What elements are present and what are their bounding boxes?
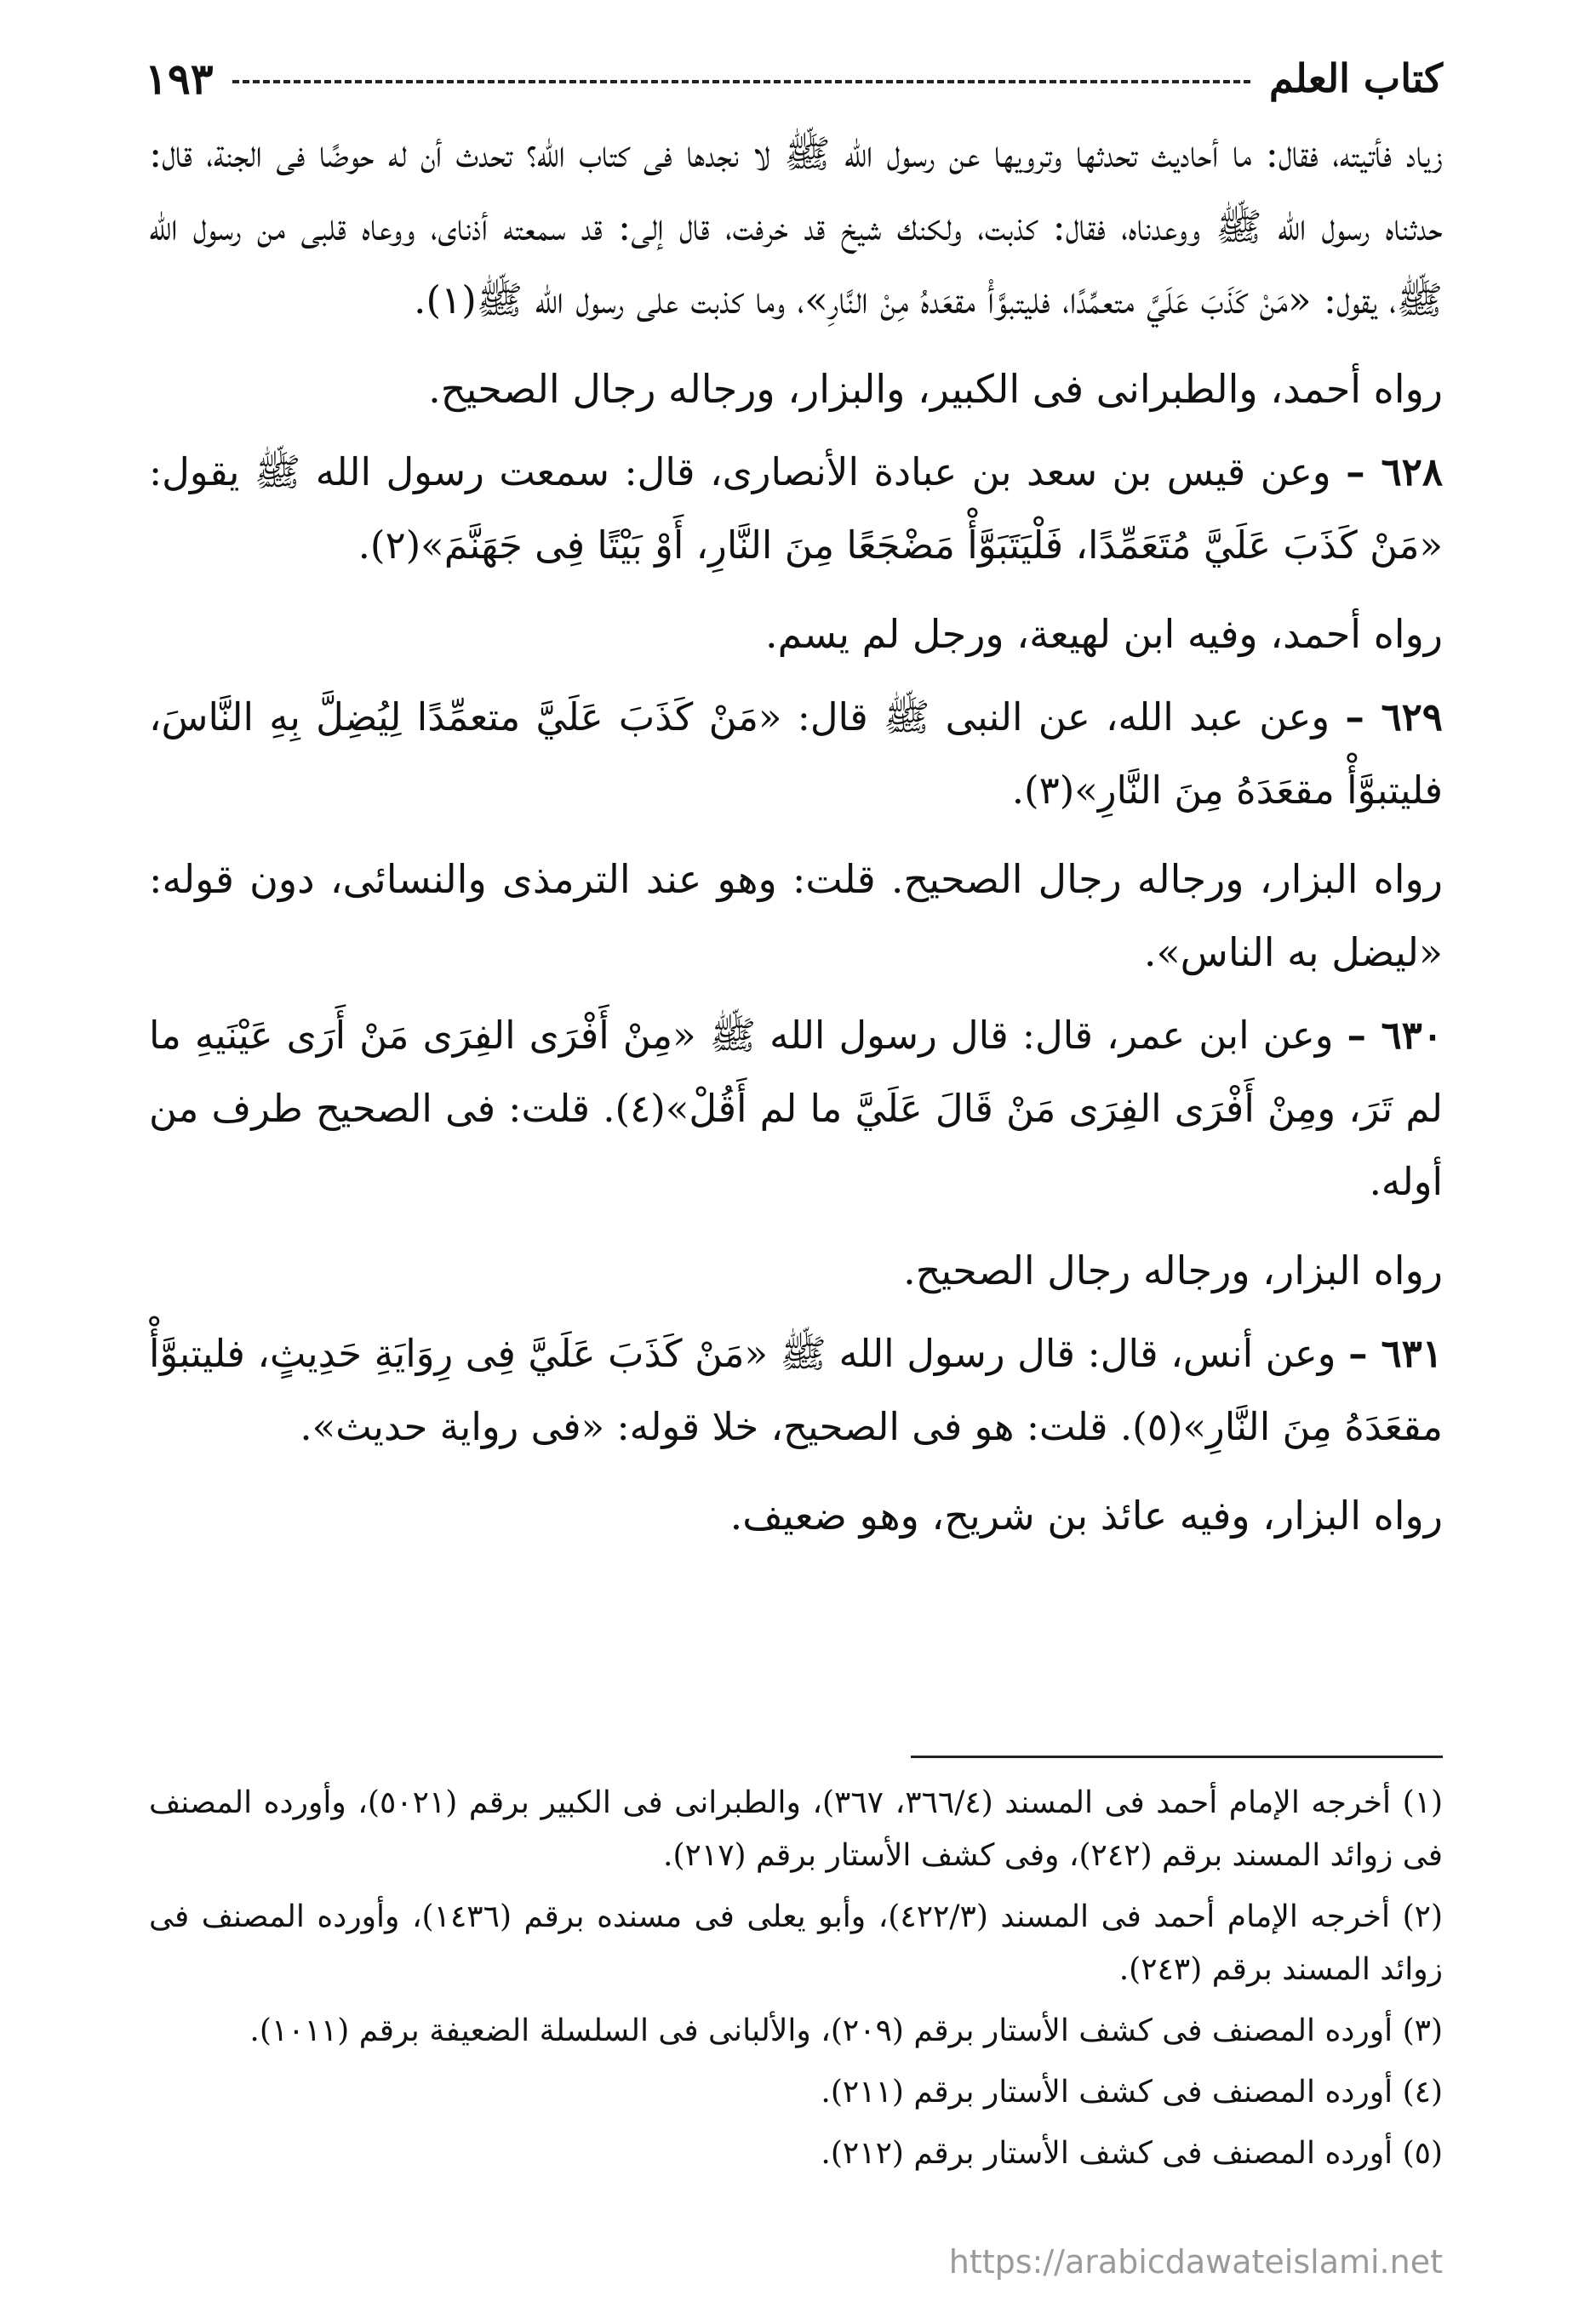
hadith-629 <box>149 681 1443 827</box>
footnote-3: (٣) أورده المصنف فى كشف الأستار برقم (٢٠٩)، والألبانى فى السلسلة الضعيفة برقم (١٠١١). <box>249 2013 1443 2048</box>
source-note-1: رواه أحمد، والطبرانى فى الكبير، والبزار، ورجاله رجال الصحيح. <box>428 366 1443 412</box>
chapter-title: كتاب العلم <box>1269 55 1443 101</box>
header-dashed-rule <box>232 80 1250 83</box>
source-note-5: رواه البزار، وفيه عائذ بن شريح، وهو ضعيف. <box>729 1493 1443 1539</box>
hadith-number: ٦٢٨ – <box>1346 449 1443 494</box>
page-header <box>145 44 1443 112</box>
hadith-text: وعن عبد الله، عن النبى ﷺ قال: «مَنْ كَذَبَ عَلَيَّ متعمِّدًا لِيُضِلَّ بِهِ النَّاسَ، فليتبوَّأْ مقعَدَهُ مِنَ النَّارِ»(٣). <box>149 694 1443 813</box>
source-note-2: رواه أحمد، وفيه ابن لهيعة، ورجل لم يسم. <box>764 611 1443 657</box>
hadith-number: ٦٣١ – <box>1348 1331 1443 1376</box>
page-number: ١٩٣ <box>145 53 214 104</box>
main-text <box>149 117 1443 1562</box>
hadith-number: ٦٣٠ – <box>1347 1013 1443 1058</box>
footnote-separator <box>911 1756 1443 1758</box>
hadith-text: وعن أنس، قال: قال رسول الله ﷺ «مَنْ كَذَبَ عَلَيَّ فِى رِوَايَةِ حَدِيثٍ، فليتبوَّأْ مقعَدَهُ مِنَ النَّارِ»(٥). قلت: هو فى الصحيح، خلا قوله: «فى رواية حديث». <box>149 1331 1443 1449</box>
hadith-text: وعن ابن عمر، قال: قال رسول الله ﷺ «مِنْ أَفْرَى الفِرَى مَنْ أَرَى عَيْنَيهِ ما لم تَرَ، ومِنْ أَفْرَى الفِرَى مَنْ قَالَ عَلَيَّ ما لم أَقُلْ»(٤). قلت: فى الصحيح طرف من أوله. <box>149 1013 1443 1204</box>
footnote-5: (٥) أورده المصنف فى كشف الأستار برقم (٢١٢). <box>821 2136 1443 2171</box>
footnote-2: (٢) أخرجه الإمام أحمد فى المسند (٤٢٢/٣)، وأبو يعلى فى مسنده برقم (١٤٣٦)، وأورده المصنف فى زوائد المسند برقم (٢٤٣). <box>149 1899 1444 1987</box>
hadith-text: وعن قيس بن سعد بن عبادة الأنصارى، قال: سمعت رسول الله ﷺ يقول: «مَنْ كَذَبَ عَلَيَّ مُتَعَمِّدًا، فَلْيَتَبَوَّأْ مَضْجَعًا مِنَ النَّارِ، أَوْ بَيْتًا فِى جَهَنَّمَ»(٢). <box>149 449 1443 568</box>
footnotes <box>149 1777 1443 2189</box>
source-note-4: رواه البزار، ورجاله رجال الصحيح. <box>903 1248 1443 1293</box>
footnote-1: (١) أخرجه الإمام أحمد فى المسند (٣٦٦/٤، ٣٦٧)، والطبرانى فى الكبير برقم (٥٠٢١)، وأورده المصنف فى زوائد المسند برقم (٢٤٢)، وفى كشف الأستار برقم (٢١٧). <box>149 1785 1444 1873</box>
hadith-631 <box>149 1317 1443 1464</box>
hadith-number: ٦٢٩ – <box>1345 694 1443 739</box>
hadith-628 <box>149 436 1443 582</box>
source-note-3: رواه البزار، ورجاله رجال الصحيح. قلت: وهو عند الترمذى والنسائى، دون قوله: «ليضل به الناس». <box>149 856 1443 975</box>
hadith-630 <box>149 999 1443 1219</box>
paragraph-continuation: زياد فأتيته، فقال: ما أحاديث تحدثها وترويها عن رسول الله ﷺ لا نجدها فى كتاب الله؟ تحدث أن له حوضًا فى الجنة، قال: حدثناه رسول الله ﷺ ووعدناه، فقال: كذبت، ولكنك شيخ قد خرفت، قال إلى: قد سمعته أذناى، ووعاه قلبى من رسول الله ﷺ، يقول: «مَنْ كَذَبَ عَلَيَّ متعمِّدًا، فليتبوَّأْ مقعَدهُ مِنْ النَّارِ»، وما كذبت على رسول الله ﷺ(١). <box>149 131 1443 323</box>
footnote-4: (٤) أورده المصنف فى كشف الأستار برقم (٢١١). <box>821 2075 1443 2110</box>
watermark-url: https://arabicdawateislami.net <box>948 2243 1443 2281</box>
